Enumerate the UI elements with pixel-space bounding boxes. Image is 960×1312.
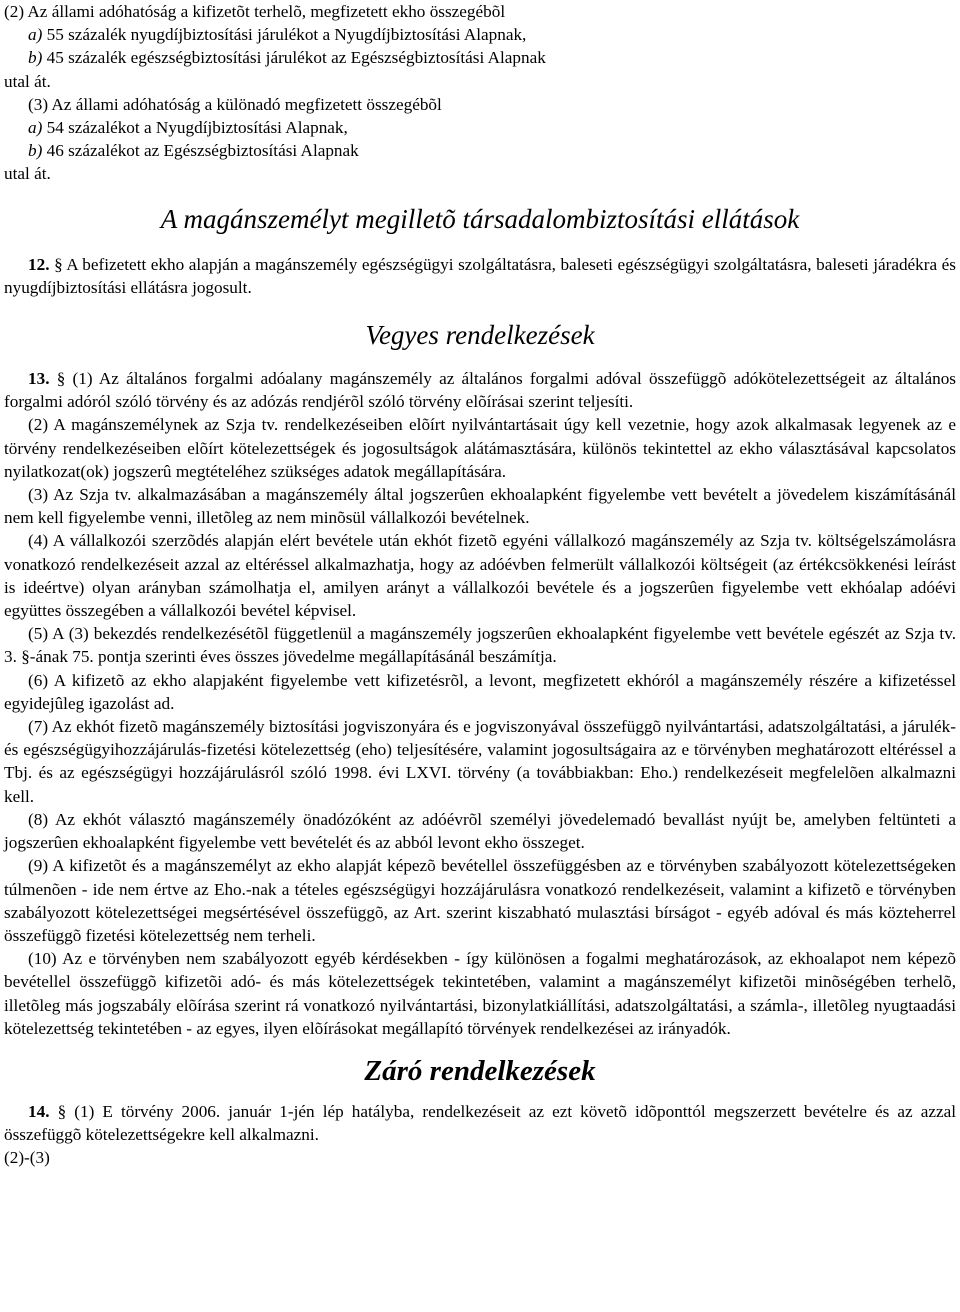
section-number: 12.: [28, 254, 50, 274]
item-text: 45 százalék egészségbiztosítási járulékot az Egészségbiztosítási Alapnak: [42, 48, 546, 68]
section-12: [4, 253, 956, 299]
section-13-p2: (2) A magánszemélynek az Szja tv. rendelkezéseiben elõírt nyilvántartásait úgy kell vezetnie, hogy azok alkalmasak legyenek az e törvény rendelkezéseiben elõírt kötelezettségek és jogosultságok alátámasztására, különös tekintettel az ekho választásával kapcsolatos nyilatkozat(ok) jogszerû megtételéhez szükséges adatok megállapítására.: [4, 415, 956, 481]
section-sign: §: [54, 254, 63, 274]
paragraph-3: (3) Az állami adóhatóság a különadó megfizetett összegébõl: [28, 94, 442, 114]
section-sign: §: [57, 1101, 67, 1121]
item-3b: [4, 139, 956, 162]
item-letter: a): [28, 118, 43, 138]
paragraph-2: (2) Az állami adóhatóság a kifizetõt terhelõ, megfizetett ekho összegébõl: [4, 2, 506, 21]
item-letter: a): [28, 25, 43, 45]
item-letter: b): [28, 48, 43, 68]
section-13-p3: (3) Az Szja tv. alkalmazásában a magánszemély által jogszerûen ekhoalapként figyelembe vett bevételt a jövedelem kiszámításánál nem kell figyelembe venni, illetõleg az nem minõsül vállalkozói bevételnek.: [4, 485, 956, 528]
section-13-p9: (9) A kifizetõt és a magánszemélyt az ekho alapját képezõ bevétellel összefüggésben az e törvényben szabályozott kötelezettségeken túlmenõen - ide nem értve az Eho.-nak a tételes egészségügyi hozzájárulásra vonatkozó rendelkezéseit, valamint a kifizetõ e törvényben szabályozott kötelezettségei megsértésével összefüggõ, az Art. szerint kiszabható mulasztási bírságot - egyéb adóval és más közteherrel összefüggõ fizetési kötelezettség nem terheli.: [4, 856, 956, 945]
section-13-p5: (5) A (3) bekezdés rendelkezésétõl függetlenül a magánszemély jogszerûen ekhoalapként figyelembe vett bevétele egészét az Szja tv. 3. §-ának 75. pontja szerinti éves összes jövedelme megállapításánál beszámítja.: [4, 624, 956, 667]
section-heading-misc: Vegyes rendelkezések: [365, 320, 595, 351]
item-3a: [4, 116, 956, 139]
section-13-p6: (6) A kifizetõ az ekho alapjaként figyelembe vett kifizetésrõl, a levont, megfizetett ekhóról a magánszemély részére a kifizetéssel egyidejûleg igazolást ad.: [4, 670, 956, 713]
section-14-p1: [4, 1100, 956, 1146]
section-13-p7: (7) Az ekhót fizetõ magánszemély biztosítási jogviszonyára és e jogviszonyával összefüggõ nyilvántartási, adatszolgáltatási, a járulék- és egészségügyihozzájárulás-fizetési kötelezettség (eho) teljesítésére, valamint jogosultságaira az e törvényben meghatározott eltéréssel a Tbj. és az egészségügyi hozzájárulásról szóló 1998. évi LXVI. törvény (a továbbiakban: Eho.) rendelkezéseit megfelelõen alkalmazni kell.: [4, 717, 956, 806]
section-13-p8: (8) Az ekhót választó magánszemély önadózóként az adóévrõl személyi jövedelemadó bevallást nyújt be, amelyben feltünteti a jogszerûen ekhoalapként figyelembe vett bevételét és az abból levont ekho összeget.: [4, 809, 956, 853]
section-number: 14.: [28, 1101, 50, 1121]
section-sign: §: [56, 369, 66, 389]
section-text: (1) Az általános forgalmi adóalany magánszemély az általános forgalmi adóval összefüggõ adókötelezettségeit az általános forgalmi adóról szóló törvény és az adózás rendjérõl szóló törvény elõírásai szerint teljesíti.: [4, 369, 956, 412]
section-number: 13.: [28, 369, 50, 389]
section-14-p2: (2)-(3): [4, 1148, 50, 1168]
section-heading-closing: Záró rendelkezések: [364, 1054, 596, 1087]
section-text: A befizetett ekho alapján a magánszemély egészségügyi szolgáltatásra, baleseti egészségügyi szolgáltatásra, baleseti járadékra és nyugdíjbiztosítási ellátásra jogosult.: [4, 254, 957, 297]
section-heading-benefits: A magánszemélyt megilletõ társadalombiztosítási ellátások: [160, 203, 800, 234]
item-2a: [4, 23, 956, 46]
item-text: 54 százalékot a Nyugdíjbiztosítási Alapnak,: [42, 118, 348, 138]
section-13-p10: (10) Az e törvényben nem szabályozott egyéb kérdésekben - így különösen a fogalmi meghatározások, az ekhoalapot nem képezõ bevétellel összefüggõ kifizetõi adó- és más kötelezettségek tekintetében, valamint a magánszemélyt kifizetõi minõségében terhelõ, illetõleg más jogszabály elõírása szerint rá vonatkozó nyilvántartási, bizonylatkiállítási, adatszolgáltatási, a számla-, illetõleg nyugtaadási kötelezettség tekintetében - az egyes, ilyen elõírásokat megállapító törvények rendelkezései az irányadók.: [4, 949, 956, 1038]
item-letter: b): [28, 141, 43, 161]
section-13-p1: [4, 367, 956, 413]
paragraph-3-tail: utal át.: [4, 164, 51, 184]
item-text: 55 százalék nyugdíjbiztosítási járulékot a Nyugdíjbiztosítási Alapnak,: [42, 25, 527, 45]
section-text: (1) E törvény 2006. január 1-jén lép hatályba, rendelkezéseit az ezt követõ idõponttól megszerzett bevételre és az azzal összefüggõ kötelezettségekre kell alkalmazni.: [4, 1101, 957, 1145]
paragraph-2-tail: utal át.: [4, 71, 51, 91]
item-2b: [4, 46, 956, 69]
section-13-p4: (4) A vállalkozói szerzõdés alapján elért bevétele után ekhót fizetõ egyéni vállalkozó magánszemély az Szja tv. költségelszámolásra vonatkozó rendelkezéseit azzal az eltéréssel alkalmazhatja, hogy az adóévben felmerült vállalkozói költségeit (az értékcsökkenési leírást is ideértve) olyan arányban számolhatja el, amilyen arányt a vállalkozói bevétele és a jogszerûen figyelembe vett ekhóalap adóévi együttes összegében a vállalkozói bevétel képvisel.: [4, 531, 956, 621]
item-text: 46 százalékot az Egészségbiztosítási Alapnak: [42, 141, 359, 161]
